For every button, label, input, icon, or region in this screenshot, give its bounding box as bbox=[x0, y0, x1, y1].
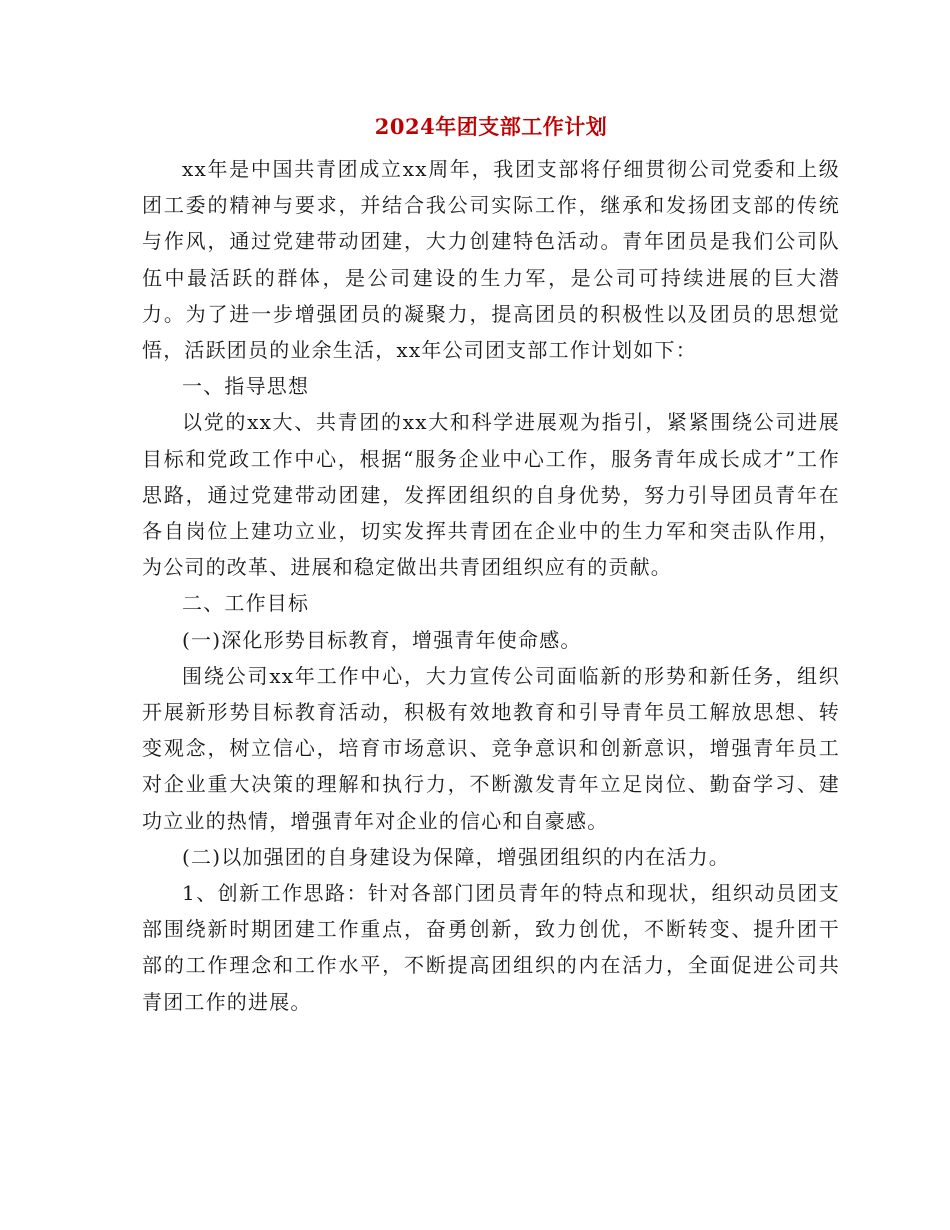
subheading-goal-2: (二)以加强团的自身建设为保障，增强团组织的内在活力。 bbox=[182, 844, 731, 869]
document-title: 2024年团支部工作计划 bbox=[374, 114, 608, 139]
paragraph-innovation: 1、创新工作思路：针对各部门团员青年的特点和现状，组织动员团支部围绕新时期团建工作重点，奋勇创新，致力创优，不断转变、提升团干部的工作理念和工作水平，不断提高团组织的内在活力，全面促进公司共青团工作的进展。 bbox=[142, 881, 840, 1014]
heading-work-goals: 二、工作目标 bbox=[182, 591, 310, 616]
paragraph-guiding-thought: 以党的xx大、共青团的xx大和科学进展观为指引，紧紧围绕公司进展目标和党政工作中心，根据“服务企业中心工作，服务青年成长成才”工作思路，通过党建带动团建，发挥团组织的自身优势，努力引导团员青年在各自岗位上建功立业，切实发挥共青团在企业中的生力军和突击队作用，为公司的改革、进展和稳定做出共青团组织应有的贡献。 bbox=[142, 410, 840, 580]
heading-guiding-thought: 一、指导思想 bbox=[182, 374, 310, 399]
paragraph-goal-1: 围绕公司xx年工作中心，大力宣传公司面临新的形势和新任务，组织开展新形势目标教育活动，积极有效地教育和引导青年员工解放思想、转变观念，树立信心，培育市场意识、竞争意识和创新意识，增强青年员工对企业重大决策的理解和执行力，不断激发青年立足岗位、勤奋学习、建功立业的热情，增强青年对企业的信心和自豪感。 bbox=[142, 663, 840, 833]
document-body bbox=[142, 151, 840, 1020]
subheading-goal-1: (一)深化形势目标教育，增强青年使命感。 bbox=[182, 627, 582, 652]
paragraph-intro: xx年是中国共青团成立xx周年，我团支部将仔细贯彻公司党委和上级团工委的精神与要求，并结合我公司实际工作，继承和发扬团支部的传统与作风，通过党建带动团建，大力创建特色活动。青年团员是我们公司队伍中最活跃的群体，是公司建设的生力军，是公司可持续进展的巨大潜力。为了进一步增强团员的凝聚力，提高团员的积极性以及团员的思想觉悟，活跃团员的业余生活，xx年公司团支部工作计划如下： bbox=[142, 157, 840, 363]
